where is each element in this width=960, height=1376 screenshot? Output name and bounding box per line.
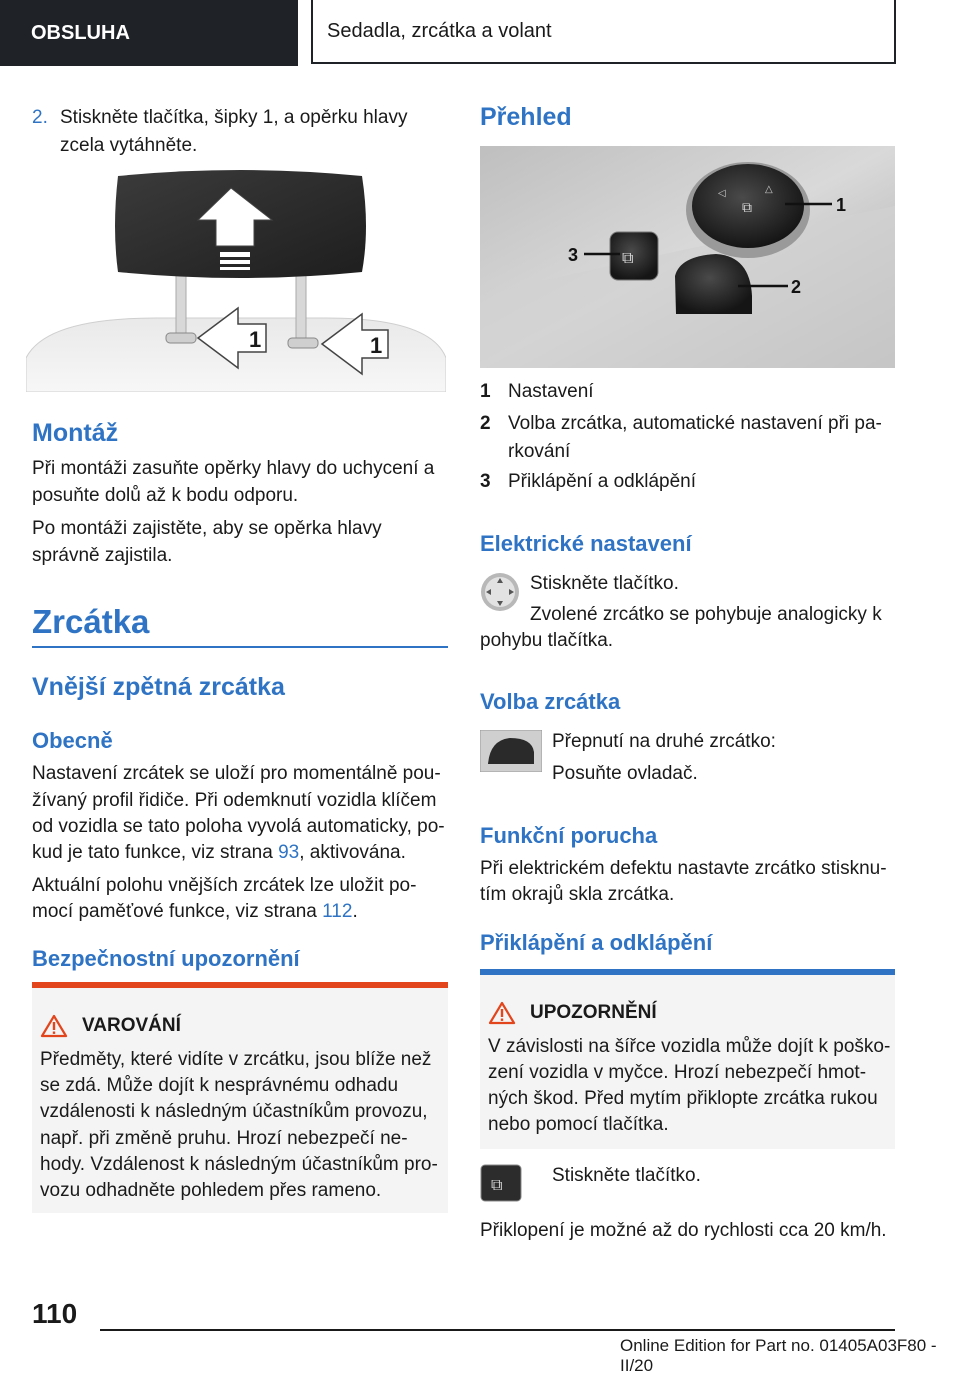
item-text: Nastavení	[508, 381, 594, 402]
paragraph-line: tím okrajů skla zrcátka.	[480, 884, 675, 905]
paragraph-line: posuňte dolů až k bodu odporu.	[32, 485, 299, 506]
svg-text:⧉: ⧉	[742, 200, 752, 216]
step-number: 2.	[32, 107, 48, 128]
step-item	[32, 104, 448, 160]
footer-divider	[100, 1329, 895, 1331]
warning-box	[32, 982, 448, 1213]
item-text: rkování	[508, 441, 571, 462]
heading-montaz: Montáž	[32, 419, 119, 447]
svg-text:⧉: ⧉	[491, 1175, 503, 1194]
item-text: Přiklápění a odklápění	[508, 471, 697, 492]
paragraph-line: Posuňte ovladač.	[552, 763, 698, 784]
text-span: , aktivována.	[299, 842, 406, 863]
paragraph-line: pohybu tlačítka.	[480, 630, 614, 651]
page-link[interactable]: 93	[278, 842, 300, 863]
warning-line: se zdá. Může dojít k nesprávnému odhadu	[40, 1075, 399, 1096]
paragraph-line: Při elektrickém defektu nastavte zrcátko stisknu-	[480, 858, 887, 879]
svg-text:◁: ◁	[718, 188, 726, 199]
heading-zrcatka: Zrcátka	[32, 603, 150, 640]
page-link[interactable]: 112	[322, 901, 353, 922]
heading-volba: Volba zrcátka	[480, 689, 621, 714]
mirror-controls-illustration	[480, 146, 895, 368]
warning-title-text: VAROVÁNÍ	[82, 1015, 181, 1036]
item-number: 2	[480, 413, 491, 434]
heading-funkcni: Funkční porucha	[480, 823, 658, 848]
paragraph-line: Přiklopení je možné až do rychlosti cca 20 km/h.	[480, 1220, 887, 1241]
mirror-selector-icon	[480, 730, 542, 772]
notice-line: nebo pomocí tlačítka.	[488, 1114, 669, 1135]
item-number: 1	[480, 381, 491, 402]
list-item	[480, 378, 594, 406]
item-text: Volba zrcátka, automatické nastavení při pa-	[508, 413, 882, 434]
paragraph-line: Stiskněte tlačítko.	[552, 1165, 701, 1186]
callout-label: 3	[568, 245, 579, 265]
footer-edition: Online Edition for Part no. 01405A03F80 - II/20	[620, 1336, 937, 1375]
paragraph-line: Při montáži zasuňte opěrky hlavy do uchycení a	[32, 458, 435, 479]
list-item	[480, 410, 882, 466]
warning-line: např. při změně pruhu. Hrozí nebezpečí ne-	[40, 1128, 408, 1149]
notice-line: zení vozidla v myčce. Hrozí nebezpečí hmot-	[488, 1062, 867, 1083]
paragraph-line	[32, 898, 358, 926]
paragraph-line: Aktuální polohu vnějších zrcátek lze uložit po-	[32, 875, 417, 896]
svg-text:⧉: ⧉	[622, 248, 634, 267]
page-number: 110	[32, 1298, 78, 1329]
heading-prehled: Přehled	[480, 103, 572, 131]
paragraph-line: Zvolené zrcátko se pohybuje analogicky k	[530, 604, 882, 625]
notice-line: ných škod. Před mytím přiklopte zrcátka rukou	[488, 1088, 878, 1109]
warning-title	[40, 1014, 181, 1038]
notice-title-text: UPOZORNĚNÍ	[530, 1002, 657, 1023]
warning-triangle-icon	[40, 1014, 68, 1038]
paragraph-line: od vozidla se tato poloha vyvolá automaticky, po-	[32, 816, 445, 837]
chapter-title: Sedadla, zrcátka a volant	[311, 0, 896, 64]
paragraph-line: Stiskněte tlačítko.	[530, 573, 679, 594]
notice-line: V závislosti na šířce vozidla může dojít k poško-	[488, 1036, 891, 1057]
paragraph-line: Přepnutí na druhé zrcátko:	[552, 731, 776, 752]
heading-priklapeni: Přiklápění a odklápění	[480, 930, 713, 955]
text-span: kud je tato funkce, viz strana	[32, 842, 279, 863]
paragraph-line: Nastavení zrcátek se uloží pro momentálně pou-	[32, 763, 441, 784]
section-tab: OBSLUHA	[0, 0, 298, 66]
paragraph-line: správně zajistila.	[32, 545, 173, 566]
section-divider	[32, 646, 448, 648]
item-number: 3	[480, 471, 491, 492]
warning-line: vozu odhadněte pohledem přes rameno.	[40, 1180, 382, 1201]
step-text-line: zcela vytáhněte.	[60, 135, 198, 156]
warning-line: Předměty, které vidíte v zrcátku, jsou blíže než	[40, 1049, 432, 1070]
callout-label: 1	[370, 333, 383, 358]
headrest-illustration	[26, 168, 446, 392]
heading-vnejsi: Vnější zpětná zrcátka	[32, 673, 285, 701]
warning-line: vzdálenosti k následným účastníkům provozu,	[40, 1101, 428, 1122]
paragraph-line: žívaný profil řidiče. Při odemknutí vozidla klíčem	[32, 790, 437, 811]
svg-text:△: △	[765, 184, 773, 195]
callout-label: 1	[249, 327, 262, 352]
heading-bezpecnost: Bezpečnostní upozornění	[32, 946, 300, 971]
callout-label: 1	[836, 195, 847, 215]
heading-obecne: Obecně	[32, 728, 113, 753]
fold-mirror-button-icon	[480, 1164, 522, 1202]
dpad-button-icon	[480, 572, 520, 612]
step-text-line: Stiskněte tlačítka, šipky 1, a opěrku hlavy	[60, 107, 408, 128]
paragraph-line	[32, 839, 406, 867]
callout-label: 2	[791, 277, 802, 297]
heading-elektricke: Elektrické nastavení	[480, 531, 692, 556]
warning-line: hody. Vzdálenost k následným účastníkům pro-	[40, 1154, 438, 1175]
notice-box	[480, 969, 895, 1149]
list-item	[480, 468, 696, 496]
page-header	[0, 0, 960, 66]
warning-triangle-icon	[488, 1001, 516, 1025]
text-span: mocí paměťové funkce, viz strana	[32, 901, 323, 922]
notice-title	[488, 1001, 657, 1025]
text-span: .	[352, 901, 358, 922]
paragraph-line: Po montáži zajistěte, aby se opěrka hlavy	[32, 518, 382, 539]
